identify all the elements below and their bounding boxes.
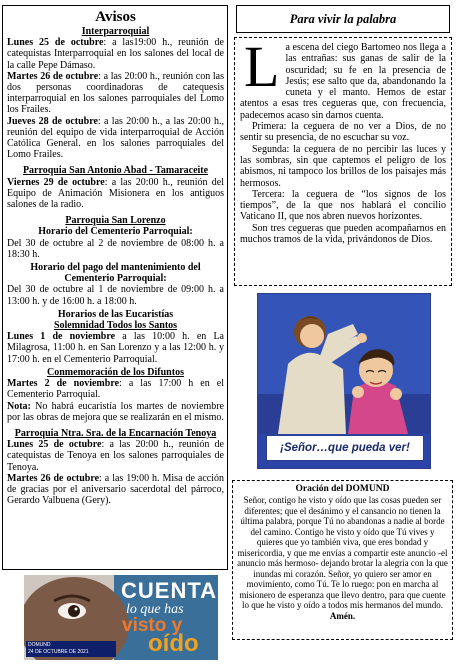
amen: Amén. bbox=[329, 611, 356, 622]
article-paragraph: Segunda: la ceguera de no percibir las luces y las sombras, sin que captemos el peligro de los abismos, ni tampoco los brillos de los paisajes más hermosos. bbox=[240, 143, 446, 189]
article-paragraph: Son tres cegueras que pueden acompañarnos en muchos tramos de la vida, privándonos de Dios. bbox=[240, 222, 446, 246]
poster-date-badge bbox=[26, 641, 116, 657]
san-antonio-heading: Parroquia San Antonio Abad - Tamaraceite bbox=[22, 165, 209, 177]
article-paragraph: a escena del ciego Bartomeo nos llega a las entrañas: sus ganas de salir de la oscuridad; su fe en la presencia de Jesús; ese salto que da, abandonando la cuneta y el manto. Hemos de estar atentos a esas tres cegueras que, con frecuencia, padecemos acaso sin darnos cuenta. bbox=[240, 42, 446, 121]
oracion-title: Oración del DOMUND bbox=[295, 484, 390, 494]
notice-item: Viernes 29 de octubre: a las 20:00 h., reunión del Equipo de Animación Misionera en los antiguos salones de la radio. bbox=[7, 176, 224, 211]
avisos-panel bbox=[2, 5, 228, 570]
san-lorenzo-heading: Parroquia San Lorenzo bbox=[65, 215, 166, 227]
para-vivir-title: Para vivir la palabra bbox=[289, 12, 397, 26]
difuntos-heading: Conmemoración de los Difuntos bbox=[47, 366, 184, 378]
jesus-healing-blind-man-image bbox=[258, 294, 430, 434]
oracion-domund-box bbox=[232, 480, 453, 640]
oracion-body: Señor, contigo he visto y oído que las cosas pueden ser diferentes; que el desánimo y el cansancio no tienen la última palabra, porque Tú no abandonas a nadie al borde del camino. Contigo he visto y oído que Tú vives y quieres que yo también viva, que eres bondad y misericordia, y que me envías a compartir este anuncio -el anuncio más hermoso- dejando brotar la alegría con la que inundas mi corazón. Señor, yo quiero ser amor en movimiento, como Tú. Te lo ruego: pon en marcha al misionero de esperanza que llevo dentro, para que cuente lo que he visto y oído a todos mis hermanos del mundo. Amén. bbox=[237, 495, 448, 622]
healing-illustration bbox=[257, 293, 431, 469]
illustration-caption: ¡Señor…que pueda ver! bbox=[266, 435, 424, 461]
poster-sub: lo que has bbox=[126, 602, 184, 617]
solemnidad-heading: Solemnidad Todos los Santos bbox=[53, 320, 178, 332]
nota-text: Nota: No habrá eucaristía los martes de noviembre por las obras de mejora que se realizarán en el mismo. bbox=[7, 400, 224, 423]
notice-item: Jueves 28 de octubre: a las 20:00 h., a las 20:00 h., reunión del equipo de vida interparroquial de Acción Católica General. en los salones parroquiales del Lomo Frailes. bbox=[7, 115, 224, 161]
avisos-title: Avisos bbox=[95, 9, 136, 25]
notice-item: Martes 26 de octubre: a las 20:00 h., reunión con las dos personas coordinadoras de catequesis interparroquial en los salones parroquiales del Lomo los Frailes. bbox=[7, 70, 225, 116]
drop-cap: L bbox=[244, 37, 280, 99]
reflection-article bbox=[234, 37, 452, 286]
para-vivir-title-box bbox=[236, 5, 450, 33]
notice-item: Lunes 25 de octubre: a las 20:00 h., reunión de catequistas de Tenoya en los salones parroquiales de Tenoya. bbox=[7, 439, 225, 473]
domund-poster bbox=[24, 575, 218, 660]
poster-visto: visto y bbox=[122, 615, 183, 636]
interparroquial-heading: Interparroquial bbox=[81, 26, 150, 37]
eucaristias-heading: Horarios de las Eucaristías bbox=[57, 308, 174, 320]
article-paragraph: Tercera: la ceguera de “los signos de los tiempos”, de la que nos hablará el concilio Vaticano II, que nos abren nuevos horizontes. bbox=[240, 188, 446, 223]
poster-cuenta: CUENTA bbox=[121, 578, 218, 603]
pago-heading: Horario del pago del mantenimiento del Cementerio Parroquial: bbox=[30, 262, 201, 285]
cementerio-text: Del 30 de octubre al 2 de noviembre de 08:00 h. a 18:30 h. bbox=[7, 237, 224, 260]
solemnidad-text: Lunes 1 de noviembre a las 10:00 h. en La Milagrosa, 11:00 h. en San Lorenzo y a las 12:00 h. y 17:00 h. en el Cementerio Parroquial. bbox=[7, 331, 224, 365]
article-paragraph: Primera: la ceguera de no ver a Dios, de no sentir su presencia, de no escuchar su voz. bbox=[240, 121, 446, 144]
notice-item: Martes 26 de octubre: a las 19:00 h. Misa de acción de gracias por el aniversario sacerdotal del párroco, Gerardo Valbuena (Gery). bbox=[7, 472, 224, 507]
notice-item: Lunes 25 de octubre: a las19:00 h., reunión de catequistas Interparroquial en los salones del local de la calle Pepe Dámaso. bbox=[7, 37, 224, 71]
pago-text: Del 30 de octubre al 1 de noviembre de 09:00 h. a 13:00 h. y de 16:00 h. a 18:00 h. bbox=[7, 284, 224, 307]
poster-date: 24 DE OCTUBRE DE 2021 bbox=[28, 649, 89, 655]
cementerio-heading: Horario del Cementerio Parroquial: bbox=[38, 226, 193, 238]
difuntos-text: Martes 2 de noviembre: a las 17:00 h en el Cementerio Parroquial. bbox=[7, 378, 224, 401]
poster-oido: oído bbox=[148, 630, 199, 657]
tenoya-heading: Parroquia Ntra. Sra. de la Encarnación Tenoya bbox=[14, 427, 217, 439]
poster-domund: DOMUND bbox=[28, 642, 51, 648]
